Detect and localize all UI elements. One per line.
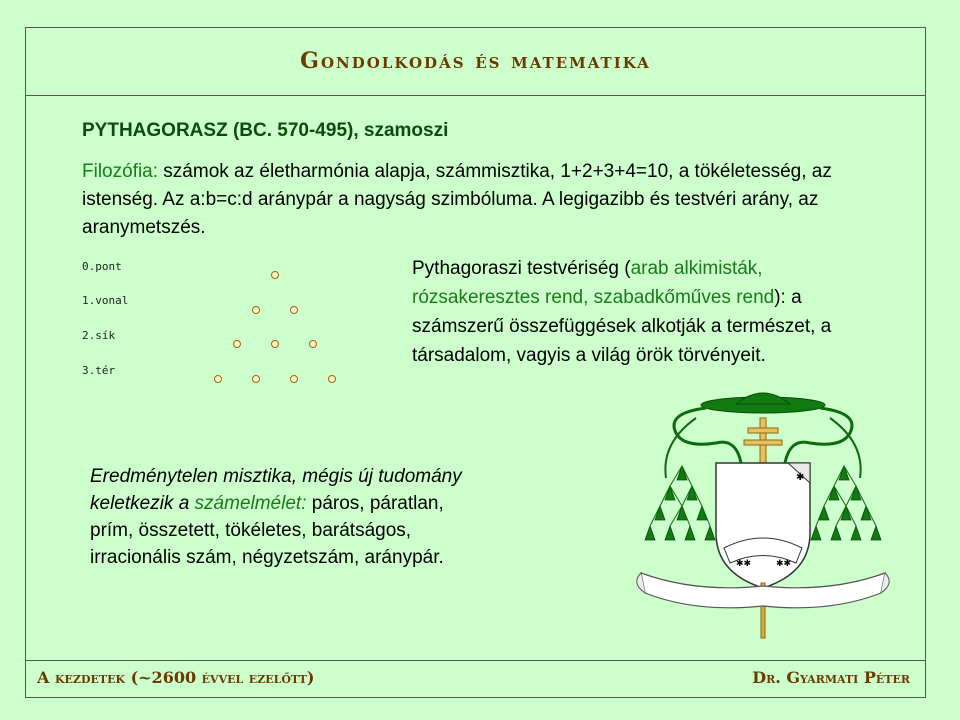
tetractys-dot — [252, 375, 260, 383]
tetractys-dot — [271, 271, 279, 279]
header-divider — [25, 95, 926, 96]
svg-text:✱✱: ✱✱ — [736, 559, 752, 569]
footer-author: Dr. Gyarmati Péter — [752, 668, 910, 687]
level-label-point: 0.pont — [82, 260, 122, 273]
svg-text:✱✱: ✱✱ — [776, 559, 792, 569]
tetractys-dot — [271, 340, 279, 348]
slide-title: Gondolkodás és matematika — [300, 48, 651, 74]
footer-divider — [25, 660, 926, 661]
number-theory-highlight: számelmélet: — [194, 493, 307, 514]
brotherhood-groups: arab alkimisták, rózsakeresztes rend, szabadkőműves rend — [412, 258, 775, 308]
coat-of-arms-icon — [636, 388, 890, 640]
tetractys-dot — [309, 340, 317, 348]
brotherhood-paragraph — [412, 254, 892, 370]
brotherhood-rest: ): a számszerű összefüggések alkotják a természet, a társadalom, vagyis a világ örök törvényeit. — [412, 287, 832, 366]
tetractys-dot — [233, 340, 241, 348]
philosophy-text: számok az életharmónia alapja, számmisztika, 1+2+3+4=10, a tökéletesség, az istenség. Az a:b=c:d aránypár a nagyság szimbóluma. A legigazibb és testvéri arány, az aranymetszés. — [82, 161, 832, 238]
philosophy-label: Filozófia: — [82, 161, 159, 182]
number-types-text: páros, páratlan, prím, összetett, tökéletes, barátságos, irracionális szám, négyzetszám, aránypár. — [90, 493, 444, 568]
tetractys-dot — [290, 306, 298, 314]
footer-left: A kezdetek (~2600 évvel ezelőtt) — [37, 668, 315, 687]
svg-text:✱: ✱ — [796, 472, 805, 483]
tetractys-dot — [252, 306, 260, 314]
level-label-line: 1.vonal — [82, 294, 129, 307]
level-label-space: 3.tér — [82, 364, 116, 377]
level-label-plane: 2.sík — [82, 329, 116, 342]
tetractys-dot — [328, 375, 336, 383]
philosophy-paragraph — [82, 158, 872, 242]
tetractys-dot — [290, 375, 298, 383]
brotherhood-intro: Pythagoraszi testvériség ( — [412, 258, 631, 279]
mysticism-paragraph — [90, 463, 490, 571]
section-heading: PYTHAGORASZ (BC. 570-495), szamoszi — [82, 120, 449, 141]
tetractys-dot — [214, 375, 222, 383]
mysticism-text: Eredménytelen misztika, mégis új tudomány keletkezik a — [90, 466, 462, 514]
